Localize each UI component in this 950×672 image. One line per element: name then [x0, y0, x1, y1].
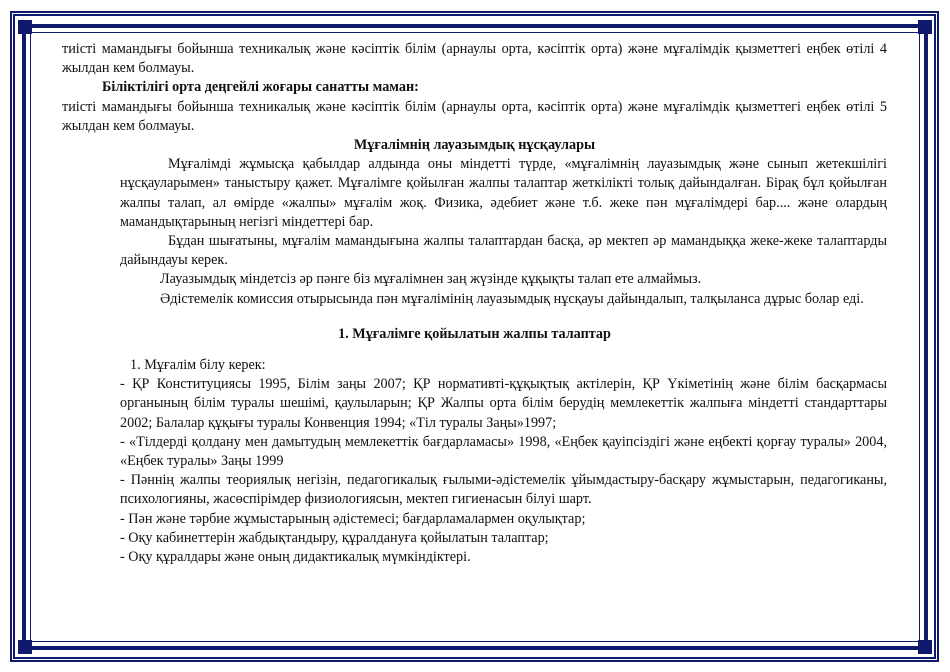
paragraph-school-requirements: Бұдан шығатыны, мұғалім мамандығына жалпы талаптардан басқа, әр мектеп әр мамандыққа жеке-жеке талаптарды дайындауы керек.: [120, 233, 887, 269]
list-item: - Оқу кабинеттерін жабдықтандыру, құралдануға қойылатын талаптар;: [120, 529, 549, 546]
list-intro: 1. Мұғалім білу керек:: [130, 357, 266, 374]
requirements-list: [120, 356, 887, 567]
list-item: - «Тілдерді қолдану мен дамытудың мемлекеттік бағдарламасы» 1998, «Еңбек қауіпсіздігі және еңбекті қорғау туралы» 2004, «Еңбек туралы» Заңы 1999: [120, 433, 887, 470]
instructions-section: [120, 155, 887, 309]
border-corner-bottom-right: [918, 640, 932, 654]
border-corner-bottom-left: [18, 640, 32, 654]
paragraph-commission: Әдістемелік комиссия отырысында пән мұғалімінің лауазымдық нұсқауы дайындалып, талқыланса дұрыс болар еді.: [160, 290, 864, 307]
list-item: - Пән және тәрбие жұмыстарының әдістемесі; бағдарламалармен оқулықтар;: [120, 510, 586, 527]
paragraph-legal: Лауазымдық міндетсіз әр пәнге біз мұғалімнен заң жүзінде құқықты талап ете алмаймыз.: [160, 271, 702, 288]
border-corner-top-left: [18, 20, 32, 34]
paragraph-experience-4-years: тиісті мамандығы бойынша техникалық және кәсіптік білім (арнаулы орта, кәсіптік орта) және мұғалімдік қызметтегі еңбек өтілі 4 жылдан кем болмауы.: [62, 41, 887, 77]
paragraph-hiring: Мұғалімді жұмысқа қабылдар алдында оны міндетті түрде, «мұғалімнің лауазымдық және сынып жетекшілігі нұсқауларымен» таныстыру қажет. Мұғалімге қойылған жалпы талаптар жеткілікті толық дайындалған. Бірақ бұл қойылған жалпы талап, ал өмірде «жалпы» мұғалім жоқ. Физика, әдебиет және т.б. жеке пән мұғалімдері бар.... және олардың мамандықтарының негізгі міндеттері бар.: [120, 156, 887, 230]
list-item: - Пәннің жалпы теориялық негізін, педагогикалық ғылыми-әдістемелік ұйымдастыру-басқару жұмыстарын, педагогиканы, психологияны, жасөспірімдер физиологиясын, мектеп гигиенасын білуі шарт.: [120, 472, 887, 508]
document-body: [62, 40, 887, 567]
heading-high-category: Біліктілігі орта деңгейлі жоғары санатты маман:: [102, 79, 419, 96]
list-item: - ҚР Конституциясы 1995, Білім заңы 2007; ҚР нормативті-құқықтық актілерін, ҚР Үкіметінің және білім басқармасы органының білім туралы шешімі, қаулыларын; ҚР Жалпы орта білім берудің мемлекеттік жалпыға міндетті стандарттары 2002; Балалар құқығы туралы Конвенция 1994; «Тіл туралы Заңы»1997;: [120, 376, 887, 431]
paragraph-experience-5-years: тиісті мамандығы бойынша техникалық және кәсіптік білім (арнаулы орта, кәсіптік орта) және мұғалімдік қызметтегі еңбек өтілі 5 жылдан кем болмауы.: [62, 98, 887, 134]
heading-job-instructions: Мұғалімнің лауазымдық нұсқаулары: [353, 137, 596, 154]
border-corner-top-right: [918, 20, 932, 34]
heading-general-requirements: 1. Мұғалімге қойылатын жалпы талаптар: [338, 325, 611, 342]
list-item: - Оқу құралдары және оның дидактикалық мүмкіндіктері.: [120, 549, 471, 566]
